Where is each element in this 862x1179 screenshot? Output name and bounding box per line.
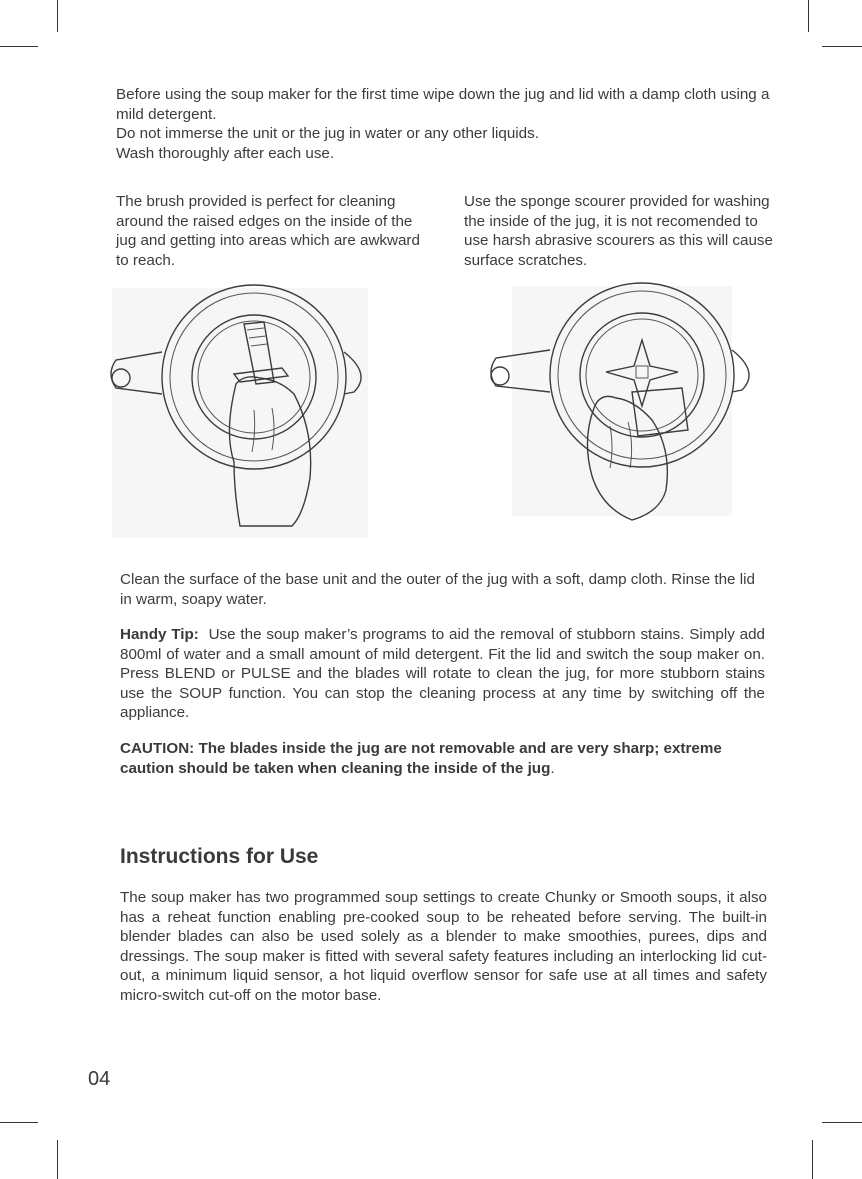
- clean-paragraph: [120, 570, 765, 609]
- page-number: 04: [88, 1068, 111, 1090]
- handy-tip-text: Use the soup maker’s programs to aid the removal of stubborn stains. Simply add 800ml of water and a small amount of mild detergent. Fit the lid and switch the soup maker on. Press BLEND or PULSE and the blades will rotate to clean the jug, for more stubborn stains use the SOUP function. You can stop the cleaning process at any time by switching off the appliance.: [120, 626, 765, 722]
- crop-mark: [57, 0, 58, 32]
- caution-text: The blades inside the jug are not removable and are very sharp; extreme caution should be taken when cleaning the inside of the jug: [120, 740, 722, 777]
- intro-line: Before using the soup maker for the first time wipe down the jug and lid with a damp cloth using a mild detergent.: [116, 86, 770, 123]
- crop-mark: [822, 46, 862, 47]
- handy-tip-label: Handy Tip:: [120, 626, 199, 643]
- sponge-paragraph: Use the sponge scourer provided for washing the inside of the jug, it is not recomended to use harsh abrasive scourers as this will cause surface scratches.: [464, 193, 773, 269]
- crop-mark: [0, 1122, 38, 1123]
- caution-paragraph: [120, 739, 760, 778]
- sponge-cleaning-illustration: [482, 280, 762, 530]
- instructions-heading: Instructions for Use: [120, 845, 319, 868]
- instructions-paragraph: The soup maker has two programmed soup settings to create Chunky or Smooth soups, it also has a reheat function enabling pre-cooked soup to be reheated before serving. The built-in blender blades can also be used solely as a blender to make smoothies, purees, dips and dressings. The soup maker is fitted with several safety features including an interlocking lid cut-out, a minimum liquid sensor, a hot liquid overflow sensor for safe use at all times and safety micro-switch cut-off on the motor base.: [120, 889, 767, 1004]
- caution-label: CAUTION:: [120, 740, 195, 757]
- crop-mark: [808, 0, 809, 32]
- handy-tip-paragraph: [120, 625, 765, 723]
- caution-end: .: [550, 759, 555, 777]
- brush-paragraph: The brush provided is perfect for cleaning around the raised edges on the inside of the jug and getting into areas which are awkward to reach.: [116, 193, 420, 269]
- crop-mark: [812, 1140, 813, 1179]
- intro-line: Do not immerse the unit or the jug in water or any other liquids.: [116, 125, 539, 143]
- intro-section: [116, 85, 776, 163]
- crop-mark: [822, 1122, 862, 1123]
- crop-mark: [0, 46, 38, 47]
- crop-mark: [57, 1140, 58, 1179]
- clean-text: Clean the surface of the base unit and the outer of the jug with a soft, damp cloth. Rinse the lid in warm, soapy water.: [120, 571, 755, 608]
- brush-cleaning-illustration: [104, 282, 384, 542]
- intro-line: Wash thoroughly after each use.: [116, 144, 335, 162]
